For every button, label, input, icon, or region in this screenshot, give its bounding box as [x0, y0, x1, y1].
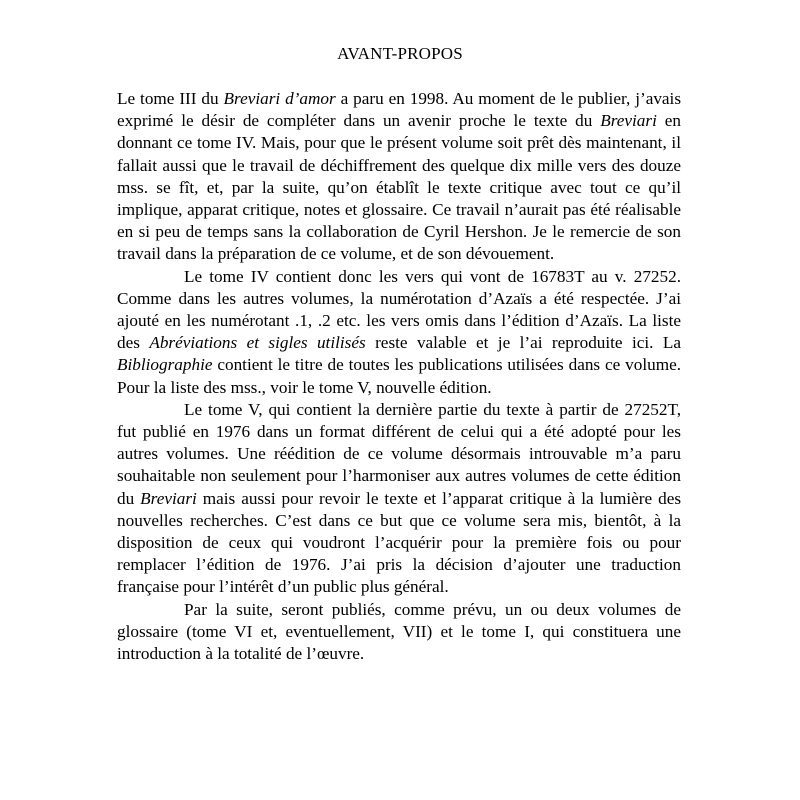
text-run: a paru en 1998. Au moment de le publier, j’avais exprimé le désir de compléter dans un avenir proche le texte du	[117, 89, 682, 131]
text-run: contient le titre de toutes les publications utilisées dans ce volume. Pour la liste des mss., voir le tome V, nouvelle édition.	[117, 355, 681, 397]
text-run: mais aussi pour revoir le texte et l’apparat critique à la lumière des nouvelles recherches. C’est dans ce but que ce volume sera mis, bientôt, à la disposition de ceux qui voudront l’acquérir pour la première fois ou pour remplacer l’édition de 1976. J’ai pris la décision d’ajouter une traduction française pour l’intérêt d’un public plus général.	[117, 488, 682, 597]
document-body	[117, 88, 681, 665]
text-run: Le tome III du	[117, 89, 224, 108]
paragraph-1	[117, 88, 681, 266]
paragraph-4	[117, 599, 681, 666]
italic-title: Breviari	[140, 488, 197, 508]
text-run: reste valable et je l’ai reproduite ici. La	[365, 333, 681, 353]
paragraph-3	[117, 399, 681, 599]
italic-title: Breviari d’amor	[223, 89, 336, 108]
italic-title: Breviari	[600, 111, 657, 131]
text-run: Le tome IV contient donc les vers qui vont de 16783T au v. 27252. Comme dans les autres volumes, la numérotation d’Azaïs a été respectée. J’ai ajouté en les numérotant .1, .2 etc. les vers omis dans l’édition d’Azaïs. La liste des	[117, 266, 681, 353]
paragraph-2	[117, 266, 681, 399]
text-run: Par la suite, seront publiés, comme prévu, un ou deux volumes de glossaire (tome VI et, eventuellement, VII) et le tome I, qui constituera une introduction à la totalité de l’œuvre.	[117, 599, 681, 664]
text-run: Le tome V, qui contient la dernière partie du texte à partir de 27252T, fut publié en 1976 dans un format différent de celui qui a été adopté pour les autres volumes. Une réédition de ce volume désormais introuvable m’a paru souhaitable non seulement pour l’harmoniser aux autres volumes de cette édition du	[117, 399, 681, 508]
text-run: en donnant ce tome IV. Mais, pour que le présent volume soit prêt dès maintenant, il fallait aussi que le travail de déchiffrement des quelque dix mille vers des douze mss. se fît, et, par la suite, qu’on établît le texte critique avec tout ce qu’il implique, apparat critique, notes et glossaire. Ce travail n’aurait pas été réalisable en si peu de temps sans la collaboration de Cyril Hershon. Je le remercie de son travail dans la préparation de ce volume, et de son dévouement.	[117, 111, 681, 264]
italic-title: Bibliographie	[117, 355, 213, 375]
page-title: AVANT-PROPOS	[337, 44, 463, 63]
italic-title: Abréviations et sigles utilisés	[149, 333, 366, 353]
